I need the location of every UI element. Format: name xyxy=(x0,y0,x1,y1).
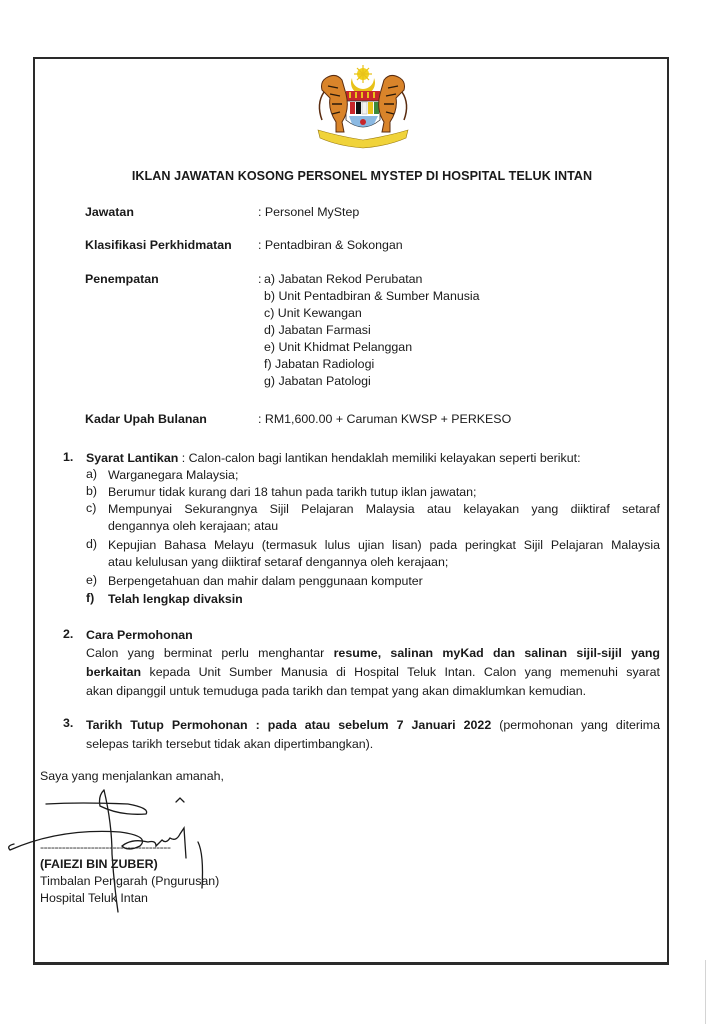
item-text: Berpengetahuan dan mahir dalam penggunaan komputer xyxy=(108,574,423,588)
section2-bold-text: resume, salinan myKad dan salinan sijil-sijil yang xyxy=(333,646,660,660)
section3-bold-text: Tarikh Tutup Permohonan : pada atau sebelum 7 Januari 2022 xyxy=(86,718,492,732)
section2-line xyxy=(86,663,660,682)
coat-of-arms-crest-icon xyxy=(308,64,418,150)
item-letter: c) xyxy=(86,501,97,515)
penempatan-item: c) Unit Kewangan xyxy=(264,306,362,320)
section3-number: 3. xyxy=(63,716,74,730)
handwritten-signature-icon xyxy=(0,784,240,914)
penempatan-item: b) Unit Pentadbiran & Sumber Manusia xyxy=(264,289,480,303)
signatory-position: Timbalan Pengarah (Pngurusan) xyxy=(40,874,220,888)
section2-heading: Cara Permohonan xyxy=(86,628,193,642)
signature-line: ------------------------------------ xyxy=(40,840,171,854)
section2-text: kepada Unit Sumber Manusia di Hospital Teluk Intan. Calon yang memenuhi syarat xyxy=(141,665,660,679)
klasifikasi-label: Klasifikasi Perkhidmatan xyxy=(85,238,232,252)
penempatan-item: f) Jabatan Radiologi xyxy=(264,357,375,371)
section3-text: (permohonan yang diterima xyxy=(491,718,660,732)
penempatan-item: a) Jabatan Rekod Perubatan xyxy=(264,272,423,286)
item-text: Mempunyai Sekurangnya Sijil Pelajaran Malaysia atau kelayakan yang diiktiraf setaraf xyxy=(108,502,660,516)
jawatan-label: Jawatan xyxy=(85,205,134,219)
section3-line: selepas tarikh tersebut tidak akan dipertimbangkan). xyxy=(86,737,374,751)
item-text: dengannya oleh kerajaan; atau xyxy=(108,519,279,533)
section2-number: 2. xyxy=(63,627,74,641)
item-letter: e) xyxy=(86,573,98,587)
page-title: IKLAN JAWATAN KOSONG PERSONEL MYSTEP DI HOSPITAL TELUK INTAN xyxy=(131,169,593,183)
item-text: Berumur tidak kurang dari 18 tahun pada tarikh tutup iklan jawatan; xyxy=(108,485,477,499)
section1-heading: Syarat Lantikan xyxy=(86,451,179,465)
penempatan-item: e) Unit Khidmat Pelanggan xyxy=(264,340,413,354)
item-text: Telah lengkap divaksin xyxy=(108,592,243,606)
item-text: Kepujian Bahasa Melayu (termasuk lulus ujian lisan) pada peringkat Sijil Pelajaran Malaysia xyxy=(108,538,660,552)
signatory-organization: Hospital Teluk Intan xyxy=(40,891,148,905)
item-text: Warganegara Malaysia; xyxy=(108,468,239,482)
jawatan-value: : Personel MyStep xyxy=(258,205,360,219)
section2-line: akan dipanggil untuk temuduga pada tarikh dan tempat yang akan dimaklumkan kemudian. xyxy=(86,684,587,698)
section2-bold-text: berkaitan xyxy=(86,665,142,679)
scan-artifact-line xyxy=(705,960,706,1024)
section2-text: Calon yang berminat perlu menghantar xyxy=(86,646,334,660)
penempatan-item: g) Jabatan Patologi xyxy=(264,374,371,388)
signatory-name: (FAIEZI BIN ZUBER) xyxy=(40,857,158,871)
item-letter: b) xyxy=(86,484,98,498)
section1-number: 1. xyxy=(63,450,74,464)
penempatan-label: Penempatan xyxy=(85,272,159,286)
item-text: atau kelulusan yang diiktiraf setaraf dengannya oleh kerajaan; xyxy=(108,555,449,569)
section1-intro: : Calon-calon bagi lantikan hendaklah memiliki kelayakan seperti berikut: xyxy=(178,451,581,465)
item-letter: f) xyxy=(86,591,95,605)
section2-line xyxy=(86,644,660,663)
kadar-label: Kadar Upah Bulanan xyxy=(85,412,207,426)
salutation: Saya yang menjalankan amanah, xyxy=(40,769,224,783)
klasifikasi-value: : Pentadbiran & Sokongan xyxy=(258,238,403,252)
item-letter: d) xyxy=(86,537,98,551)
item-letter: a) xyxy=(86,467,98,481)
penempatan-colon: : xyxy=(258,272,262,286)
penempatan-item: d) Jabatan Farmasi xyxy=(264,323,371,337)
section1-heading-line xyxy=(86,450,666,467)
kadar-value: : RM1,600.00 + Caruman KWSP + PERKESO xyxy=(258,412,512,426)
section3-line xyxy=(86,716,660,735)
